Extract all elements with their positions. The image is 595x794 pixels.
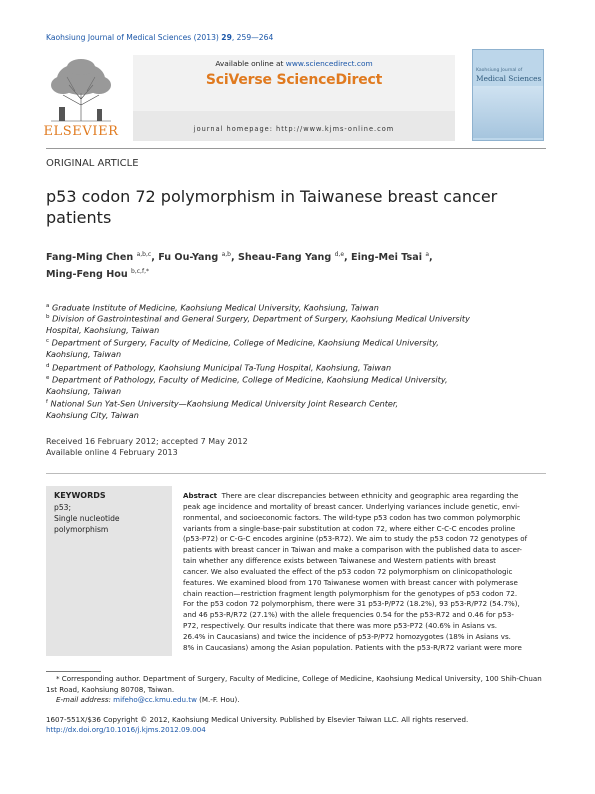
cover-title-large: Medical Sciences bbox=[476, 74, 542, 83]
cover-title-small: Kaohsiung Journal of bbox=[476, 68, 523, 73]
homepage-url[interactable]: http://www.kjms-online.com bbox=[276, 125, 395, 133]
received-date: Received 16 February 2012; accepted 7 May 2012 bbox=[46, 437, 248, 446]
affiliation: $^e$ Department of Pathology, Faculty of Medicine, College of Medicine, Kaohsiung Medical University, Kaohsiung, Taiwan bbox=[46, 374, 448, 396]
affiliation: $^b$ Division of Gastrointestinal and General Surgery, Department of Surgery, Kaohsiung Medical University Hospital, Kaohsiung, Taiwan bbox=[46, 313, 470, 335]
sciencedirect-link[interactable]: www.sciencedirect.com bbox=[285, 59, 373, 68]
corresponding-author-note: * Corresponding author. Department of Surgery, Faculty of Medicine, College of Medicine, Kaohsiung Medical University, 100 Shih-Chuan 1st Road, Kaohsiung 80708, Taiwan. E-mail address: mifeho@cc.kmu.edu.tw (M.-F. Hou). bbox=[46, 674, 542, 704]
author-name[interactable]: Ming-Feng Hou bbox=[46, 269, 128, 281]
author-name[interactable]: Sheau-Fang Yang bbox=[237, 252, 332, 264]
abstract-heading: Abstract bbox=[183, 491, 218, 500]
article-type: ORIGINAL ARTICLE bbox=[46, 158, 139, 169]
author-name[interactable]: Eing-Mei Tsai bbox=[351, 252, 422, 264]
affiliation: $^d$ Department of Pathology, Kaohsiung Municipal Ta-Tung Hospital, Kaohsiung, Taiwan bbox=[46, 362, 392, 373]
available-online: Available online at www.sciencedirect.com bbox=[215, 59, 373, 68]
author-email-link[interactable]: mifeho@cc.kmu.edu.tw bbox=[113, 695, 197, 704]
author-name[interactable]: Fu Ou-Yang bbox=[158, 252, 219, 264]
header-rule bbox=[46, 148, 546, 149]
author-list: Fang-Ming Chen $^{a,b,c}$, Fu Ou-Yang $^{a,b}$, Sheau-Fang Yang $^{d,e}$, Eing-Mei Tsai $^a$, Ming-Feng Hou $^{b,c,f,*}$ bbox=[46, 251, 433, 281]
tree-logo-icon bbox=[41, 55, 121, 123]
footnote-rule bbox=[46, 671, 101, 672]
online-date: Available online 4 February 2013 bbox=[46, 448, 178, 457]
platform-name: SciVerse ScienceDirect bbox=[205, 72, 383, 88]
affiliation: $^a$ Graduate Institute of Medicine, Kaohsiung Medical University, Kaohsiung, Taiwan bbox=[46, 302, 379, 313]
journal-homepage[interactable]: journal homepage: http://www.kjms-online.com bbox=[193, 125, 395, 133]
keywords-heading: KEYWORDS bbox=[54, 491, 106, 500]
doi-link[interactable]: http://dx.doi.org/10.1016/j.kjms.2012.09.004 bbox=[46, 725, 206, 734]
abstract-text: Abstract There are clear discrepancies between ethnicity and geographic area regarding the peak age incidence and mortality of breast cancer. Underlying variances include genetic, envi- ronmental, and socioeconomic factors. The wild-type p53 codon has two common polymorphic variants from a single-base-pair substitution at codon 72, where either C-C-C encodes proline (p53-P72) or C-G-C encodes arginine (p53-R72). We aim to study the p53 codon 72 genotypes of patients with breast cancer in Taiwan and make a comparison with the published data to ascer- tain whether any difference exists between Taiwanese and Western patients with breast cancer. We also evaluated the effect of the p53 codon 72 polymorphism on clinicopathologic features. We examined blood from 170 Taiwanese women with breast cancer with polymerase chain reaction—restriction fragment length polymorphism for the genotypes of p53 codon 72. For the p53 codon 72 polymorphism, there were 31 p53-P/P72 (18.2%), 93 p53-R/P72 (54.7%), and 46 p53-R/R72 (27.1%) with the allele frequencies 0.54 for the p53-R72 and 0.46 for p53- P72, respectively. Our results indicate that there was more p53-P72 (40.6% in Asians vs. 26.4% in Caucasians) and twice the incidence of p53-P/P72 homozygotes (18% in Asians vs. 8% in Caucasians) among the Asian population. Patients with the p53-R/R72 variant were more bbox=[183, 491, 528, 652]
journal-citation[interactable]: Kaohsiung Journal of Medical Sciences (2013) 29, 259—264 bbox=[46, 33, 274, 42]
affiliation: $^c$ Department of Surgery, Faculty of Medicine, College of Medicine, Kaohsiung Medical University, Kaohsiung, Taiwan bbox=[46, 337, 439, 359]
article-title: p53 codon 72 polymorphism in Taiwanese breast cancer patients bbox=[46, 187, 498, 227]
journal-cover-art bbox=[473, 86, 543, 138]
keyword[interactable]: Single nucleotide bbox=[54, 514, 120, 523]
publisher-wordmark: ELSEVIER bbox=[43, 124, 119, 139]
author-name[interactable]: Fang-Ming Chen bbox=[46, 252, 134, 264]
keyword[interactable]: p53; bbox=[54, 503, 72, 512]
copyright-notice: 1607-551X/$36 Copyright © 2012, Kaohsiung Medical University. Published by Elsevier Taiwan LLC. All rights reserved. bbox=[46, 715, 469, 724]
affiliation: $^f$ National Sun Yat-Sen University—Kaohsiung Medical University Joint Research Center, Kaohsiung City, Taiwan bbox=[46, 398, 399, 420]
abstract-rule bbox=[46, 473, 546, 474]
keyword[interactable]: polymorphism bbox=[54, 525, 109, 534]
